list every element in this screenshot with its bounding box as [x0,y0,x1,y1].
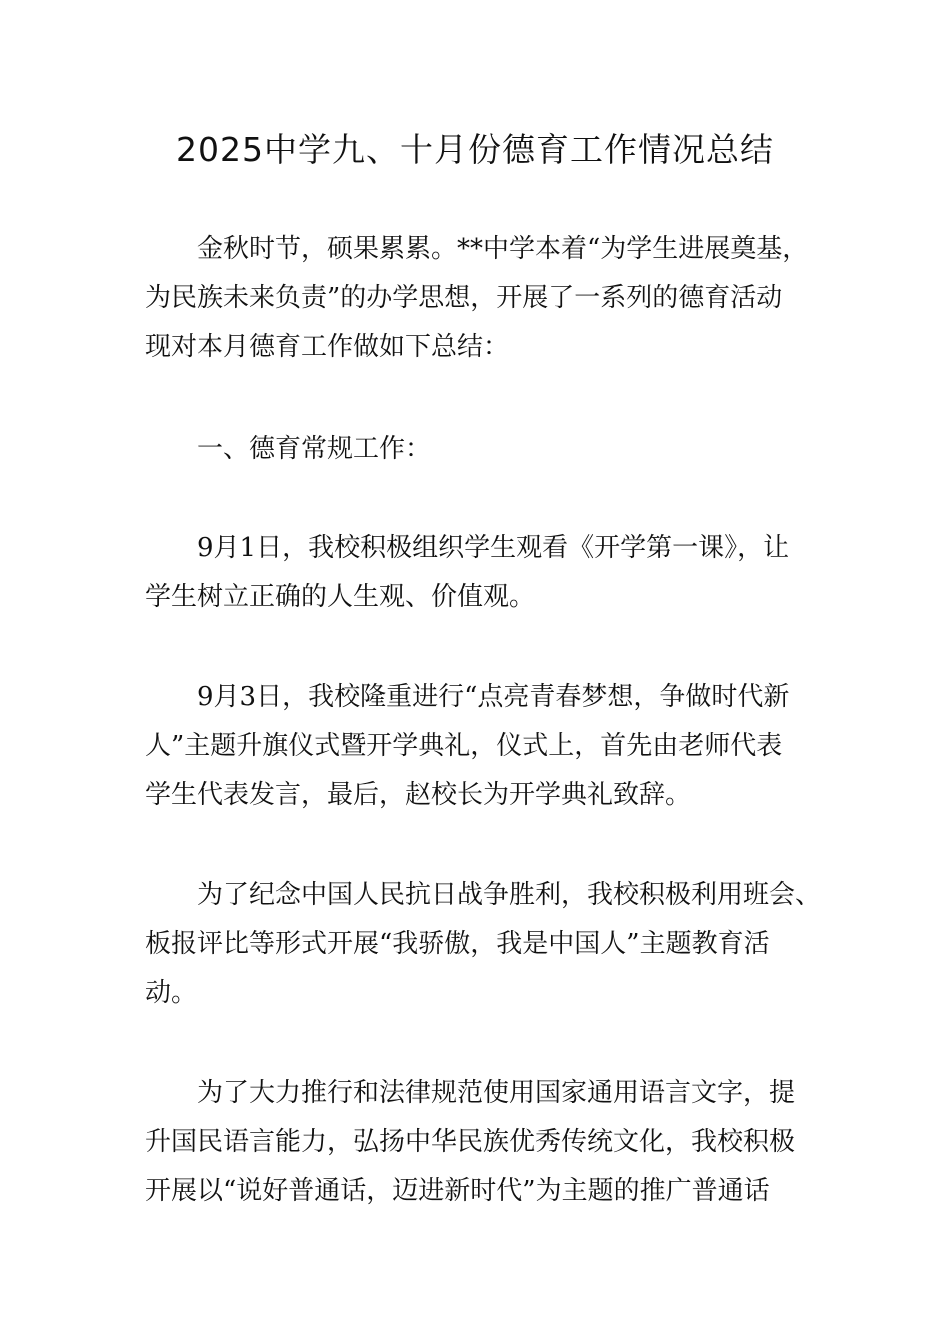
paragraph-line: 现对本月德育工作做如下总结： [145,332,510,362]
paragraph-line: 学生树立正确的人生观、价值观。 [145,582,536,612]
paragraph-anti-war [145,871,825,1018]
paragraph-sept-1 [145,524,825,622]
section-heading [145,425,825,474]
paragraph-line: 学生代表发言，最后，赵校长为开学典礼致辞。 [145,780,692,810]
paragraph-line: 开展以“说好普通话，迈进新时代”为主题的推广普通话 [145,1176,770,1206]
paragraph-line: 人”主题升旗仪式暨开学典礼，仪式上，首先由老师代表 [145,731,783,761]
paragraph-line: 为了纪念中国人民抗日战争胜利，我校积极利用班会、 [197,880,822,910]
paragraph-sept-3 [145,673,825,820]
paragraph-line: 动。 [145,978,198,1008]
paragraph-intro [145,225,825,372]
paragraph-line: 金秋时节，硕果累累。**中学本着“为学生进展奠基， [197,234,809,264]
paragraph-line: 升国民语言能力，弘扬中华民族优秀传统文化，我校积极 [145,1127,796,1157]
section-heading-line: 一、德育常规工作： [197,434,432,464]
paragraph-line: 为了大力推行和法律规范使用国家通用语言文字，提 [197,1078,796,1108]
paragraph-line: 9月3日，我校隆重进行“点亮青春梦想，争做时代新 [197,682,790,712]
paragraph-line: 为民族未来负责”的办学思想，开展了一系列的德育活动 [145,283,783,313]
document-title: 2025中学九、十月份德育工作情况总结 [176,130,774,169]
paragraph-line: 9月1日，我校积极组织学生观看《开学第一课》，让 [197,533,790,563]
paragraph-line: 板报评比等形式开展“我骄傲，我是中国人”主题教育活 [145,929,770,959]
paragraph-mandarin [145,1069,825,1216]
